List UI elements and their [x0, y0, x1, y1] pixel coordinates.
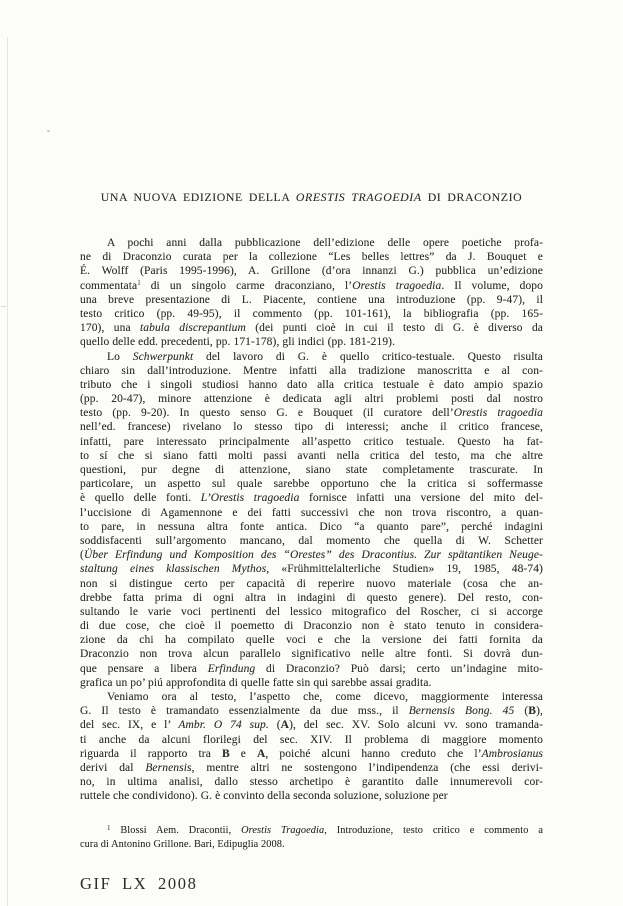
text-run: di Draconzio? Può darsi; certo un’indagine mito- — [255, 662, 543, 675]
text-run: questioni, pur degne di attenzione, siano state completamente trascurate. In — [80, 464, 543, 476]
body-text — [80, 236, 543, 804]
scan-artifact-dash — [1, 306, 6, 307]
text-line — [80, 605, 543, 619]
text-line — [80, 463, 543, 477]
text-run: soddisfacenti sull’argomento mancano, dal momento che quella di W. Schetter — [80, 534, 543, 547]
text-run: Lo — [107, 350, 133, 363]
text-run: Orestis tragoedia — [453, 407, 543, 420]
text-run: grafica un po’ piú approfondita di quelle fatte sin qui sarebbe assai gradita. — [80, 676, 432, 689]
text-line — [80, 378, 543, 392]
text-run: DI DRACONZIO — [421, 190, 523, 204]
text-line — [80, 520, 543, 534]
text-run: to sí che si siano fatti molti passi avanti nella critica del testo, ma che altre — [80, 449, 543, 462]
text-line — [80, 662, 543, 676]
text-line — [80, 690, 543, 704]
text-line — [80, 449, 543, 463]
text-line — [80, 392, 543, 406]
text-run: G. Il testo è tramandato essenzialmente da due mss., il — [80, 705, 409, 718]
text-run: B — [221, 747, 230, 760]
text-line — [80, 838, 543, 852]
text-run: ORESTIS TRAGOEDIA — [295, 190, 422, 204]
text-run: A — [280, 719, 290, 732]
text-line — [80, 406, 543, 420]
text-run: zione da chi ha compilato quelle voci e che la versione dei fatti fornita da — [80, 634, 543, 647]
text-run: Veniamo ora al testo, l’aspetto che, come dicevo, maggiormente interessa — [107, 691, 543, 703]
text-line — [80, 420, 543, 434]
text-run: L’Orestis tragoedia — [200, 492, 300, 505]
text-run: Schwerpunkt — [132, 350, 194, 363]
text-run: staltung eines klassischen Mythos — [80, 563, 267, 576]
text-run: ( — [80, 549, 84, 562]
text-run: Orestis Tragoedia — [241, 825, 325, 836]
text-run: l’uccisione di Agamennone e dei fatti successivi che non trova riscontro, a quan- — [80, 506, 543, 519]
text-run: sultando le varie voci pertinenti del lessico mitografico del Roscher, ci si accorge — [80, 605, 543, 618]
text-line — [80, 577, 543, 591]
text-line — [80, 789, 543, 803]
text-line — [80, 293, 543, 307]
text-run: ne di Draconzio curata per la collezione “Les belles lettres” da J. Bouquet e — [80, 251, 543, 264]
text-run: Blossi Aem. Dracontii, — [110, 825, 242, 836]
text-line — [80, 335, 543, 349]
text-line — [80, 676, 543, 690]
text-run: ( — [268, 719, 281, 732]
text-run: drebbe fatta prima di ogni altra in indagini di questo genere). Del resto, con- — [80, 591, 543, 604]
text-run: ), del sec. XV. Solo alcuni vv. sono tramanda- — [289, 719, 544, 732]
text-line — [80, 562, 543, 576]
text-run: tabula discrepantium — [139, 322, 246, 335]
text-line — [80, 775, 543, 789]
text-run: Über Erfindung und Komposition des “Orestes” des Dracontius. Zur spätantiken Neuge- — [83, 549, 543, 562]
text-run: A — [256, 747, 266, 760]
text-run: una breve presentazione di L. Piacente, contiene una introduzione (pp. 9-47), il — [80, 293, 543, 306]
text-line — [80, 718, 543, 732]
scan-artifact-vertical-line — [7, 37, 8, 906]
text-line — [80, 250, 543, 264]
text-line — [80, 364, 543, 378]
text-line — [80, 435, 543, 449]
text-run: , «Frühmittelalterliche Studien» 19, 1985, 48-74) — [266, 563, 543, 576]
text-run: no, in ultima analisi, dallo stesso archetipo è garantito dalle innumerevoli cor- — [80, 776, 543, 789]
paragraph — [80, 824, 543, 851]
text-line — [80, 321, 543, 335]
text-line — [80, 704, 543, 718]
text-run: nell’ed. francese) rivelano lo stesso tipo di interessi; anche il critico francese, — [80, 421, 543, 434]
text-line — [80, 477, 543, 491]
text-run: (dei punti cioè in cui il testo di G. è diverso da — [245, 322, 543, 335]
text-run: particolare, un aspetto sul quale sarebbe opportuno che la critica si soffermasse — [80, 478, 543, 491]
text-run: Bernensis Bong. 45 — [408, 705, 515, 718]
text-run: É. Wolff (Paris 1995-1996), A. Grillone (d’ora innanzi G.) pubblica un’edizione — [80, 265, 543, 278]
text-run: 1 — [107, 823, 111, 832]
scan-artifact-speck — [47, 130, 50, 132]
text-run: testo critico (pp. 49-95), il commento (pp. 101-161), la bibliografia (pp. 165- — [80, 307, 543, 320]
text-run: derivi dal — [80, 761, 146, 774]
text-run: 170), una — [80, 322, 140, 335]
text-run: (pp. 20-47), minore attenzione è dedicata agli altri problemi posti dal nostro — [80, 393, 543, 406]
text-run: cura di Antonino Grillone. Bari, Edipuglia 2008. — [80, 838, 285, 850]
text-run: tributo che i singoli studiosi hanno dato alla critica testuale è dato ampio spazio — [80, 378, 543, 391]
text-run: è quello delle fonti. — [80, 492, 201, 505]
text-run: . Il volume, dopo — [441, 279, 543, 292]
text-run: ti anche da alcuni florilegi del sec. XIV. Il problema di maggiore momento — [80, 733, 543, 746]
text-run: , Introduzione, testo critico e commento a — [324, 825, 543, 836]
text-run: B — [528, 705, 537, 718]
text-line — [80, 747, 543, 761]
text-run: to pare, in nessuna altra fonte antica. Dico “a quanto pare”, perché indagini — [80, 520, 543, 533]
text-run: riguarda il rapporto tra — [80, 747, 222, 760]
text-run: que pensare a libera — [80, 662, 208, 675]
text-run: di due cose, che cioè il poemetto di Draconzio non è stato tenuto in considera- — [80, 620, 543, 633]
text-run: infatti, pare interessato principalmente all’aspetto critico testuale. Questo ha fat- — [80, 435, 543, 448]
text-run: Orestis tragoedia — [352, 279, 442, 292]
text-line — [80, 619, 543, 633]
text-run: commentata — [80, 279, 138, 292]
text-line — [80, 279, 543, 293]
text-run: ( — [514, 705, 529, 718]
text-line — [80, 236, 543, 250]
text-line — [80, 633, 543, 647]
text-line — [80, 761, 543, 775]
text-run: chiaro sin dall’introduzione. Mentre infatti alla tradizione manoscritta e al con- — [80, 364, 543, 377]
text-line — [80, 350, 543, 364]
text-run: A pochi anni dalla pubblicazione dell’edizione delle opere poetiche profa- — [107, 237, 543, 249]
footnote — [80, 824, 543, 851]
text-run: del sec. IX, e l’ — [80, 719, 179, 732]
text-run: testo (pp. 9-20). In questo senso G. e Bouquet (il curatore dell’ — [80, 407, 454, 420]
paragraph — [80, 690, 543, 804]
text-run: UNA NUOVA EDIZIONE DELLA — [100, 190, 296, 204]
text-line — [80, 534, 543, 548]
text-run: Draconzio non trova alcun parallelo significativo nelle altre fonti. Si dovrà dun- — [80, 648, 543, 661]
text-run: Erfindung — [207, 662, 256, 675]
text-line — [80, 264, 543, 278]
text-line — [80, 824, 543, 838]
text-run: quello delle edd. precedenti, pp. 171-178), gli indici (pp. 181-219). — [80, 336, 396, 349]
text-run: ), — [536, 705, 543, 718]
text-line — [80, 591, 543, 605]
text-run: , poiché alcuni hanno creduto che l’ — [265, 747, 482, 760]
text-run: di un singolo carme draconziano, l’ — [140, 279, 353, 292]
text-run: del lavoro di G. è quello critico-testuale. Questo risulta — [193, 350, 543, 363]
page-title — [80, 190, 543, 204]
text-line — [80, 548, 543, 562]
text-run: Ambrosianus — [481, 747, 543, 760]
text-line — [80, 307, 543, 321]
text-run: Ambr. O 74 sup. — [178, 719, 269, 732]
text-run: Bernensis — [145, 761, 192, 774]
paragraph — [80, 236, 543, 350]
text-run: fornisce infatti una versione del mito del- — [299, 492, 544, 505]
text-run: non si distingue certo per capacità di reperire nuovo materiale (cosa che an- — [80, 577, 543, 590]
text-run: , mentre altri ne sostengono l’indipendenza (che essi derivi- — [191, 761, 543, 774]
text-line — [80, 506, 543, 520]
paragraph — [80, 350, 543, 691]
text-line — [80, 733, 543, 747]
text-run: e — [229, 747, 257, 760]
text-line — [80, 491, 543, 505]
text-run: 1 — [137, 279, 141, 288]
text-run: ruttele che condividono). G. è convinto della seconda soluzione, soluzione per — [80, 790, 448, 803]
text-line — [80, 647, 543, 661]
journal-footer: GIF LX 2008 — [80, 874, 198, 893]
